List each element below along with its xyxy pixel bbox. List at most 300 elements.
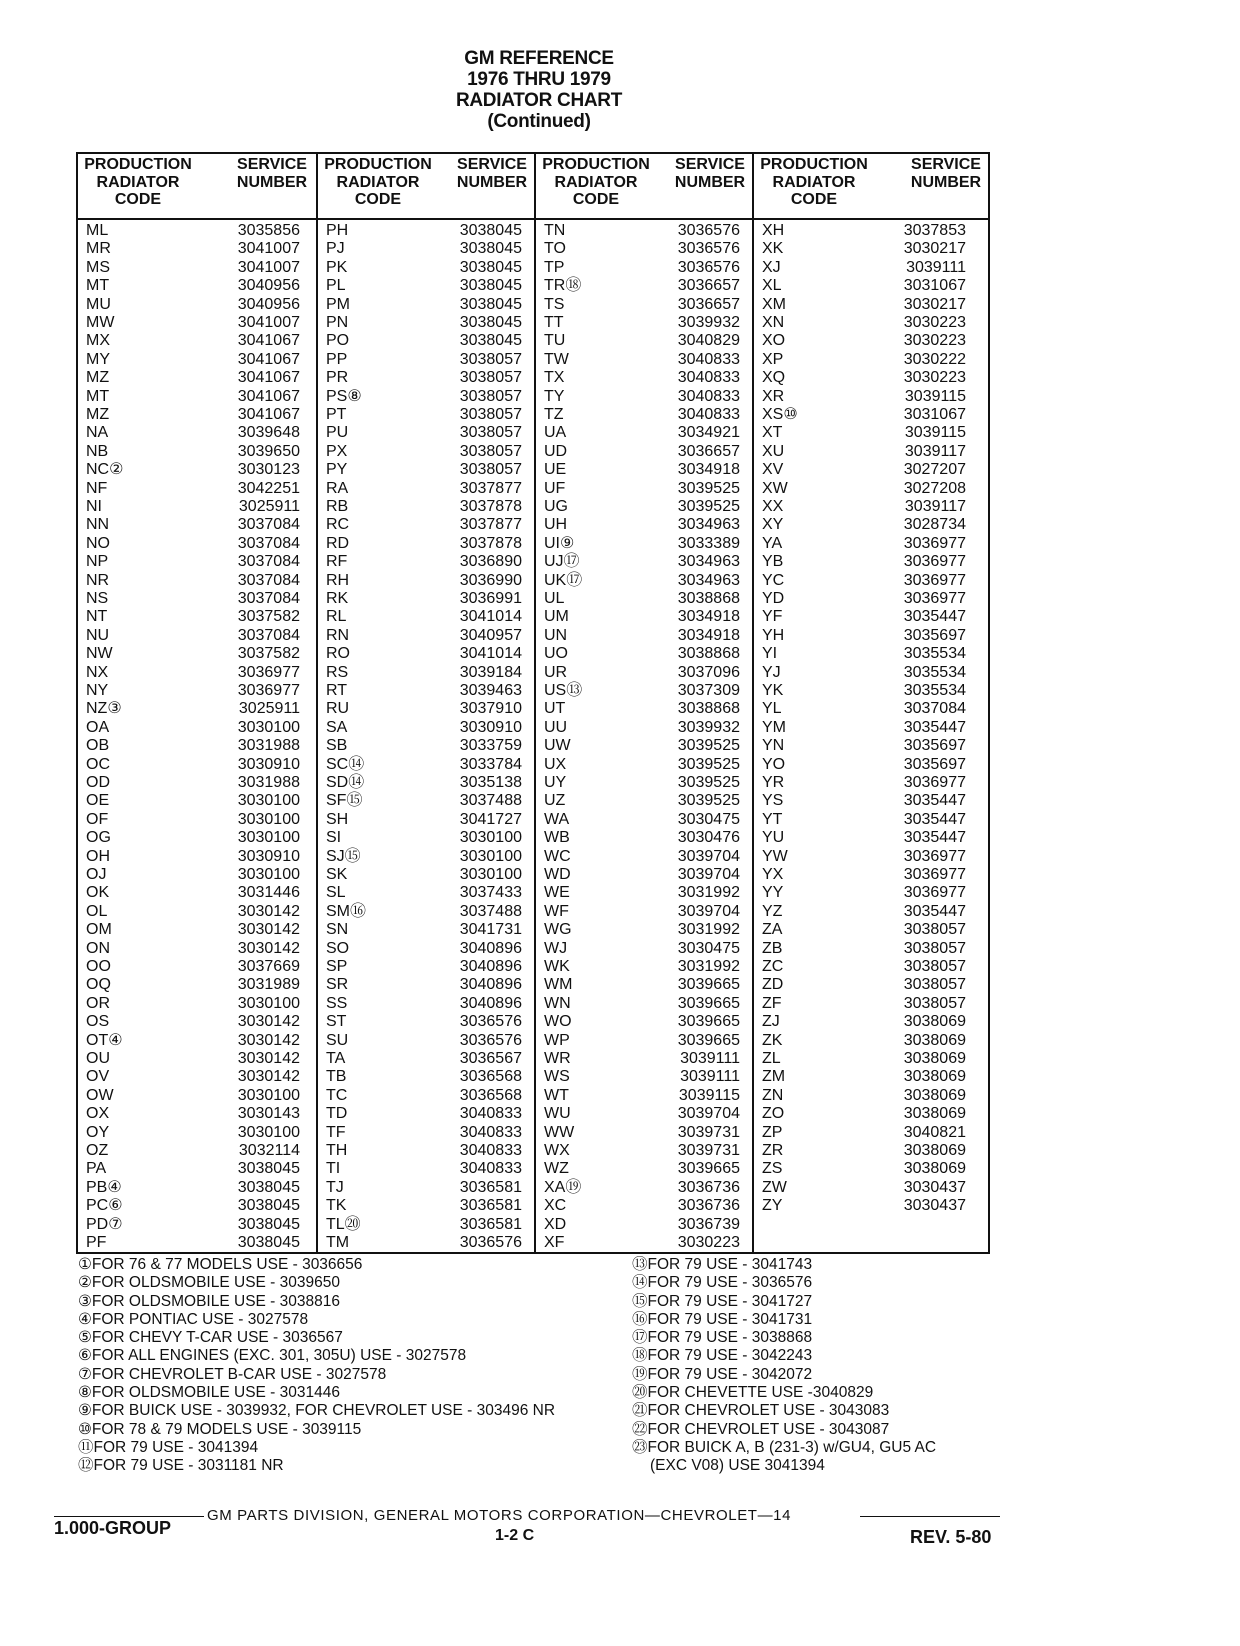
radiator-code: TX — [544, 369, 565, 387]
table-column-block — [78, 154, 316, 1252]
header-code-label — [82, 156, 194, 209]
radiator-code: OM — [86, 921, 112, 939]
table-row — [78, 516, 316, 534]
service-number: 3038045 — [237, 1197, 300, 1215]
service-number: 3036576 — [459, 1031, 522, 1049]
service-number: 3038045 — [237, 1178, 300, 1196]
radiator-code: SC⑭ — [326, 755, 365, 773]
table-row — [754, 351, 990, 369]
service-number: 3031992 — [677, 884, 740, 902]
radiator-code: YH — [762, 626, 785, 644]
radiator-code: ZJ — [762, 1013, 780, 1031]
footnote: ⑯FOR 79 USE - 3041731 — [632, 1310, 813, 1328]
service-number: 3038045 — [459, 295, 522, 313]
radiator-code: OQ — [86, 976, 111, 994]
service-number: 3030437 — [903, 1178, 966, 1196]
table-row — [536, 222, 754, 240]
table-row — [754, 627, 990, 645]
service-number: 3036977 — [903, 571, 966, 589]
service-number: 3039184 — [459, 663, 522, 681]
service-number: 3025911 — [238, 700, 300, 718]
table-row — [754, 516, 990, 534]
table-row — [318, 774, 536, 792]
radiator-code: WG — [544, 921, 572, 939]
title-line: GM REFERENCE — [464, 48, 614, 69]
table-row — [754, 756, 990, 774]
table-row — [536, 388, 754, 406]
table-row — [754, 332, 990, 350]
table-row — [754, 1050, 990, 1068]
radiator-code: OL — [86, 902, 108, 920]
radiator-code: OT④ — [86, 1031, 123, 1049]
table-row — [536, 921, 754, 939]
service-number: 3030100 — [237, 792, 300, 810]
service-number: 3036977 — [903, 553, 966, 571]
footnote: ⑩FOR 78 & 79 MODELS USE - 3039115 — [78, 1420, 362, 1438]
table-row — [754, 553, 990, 571]
radiator-code: MY — [86, 350, 110, 368]
table-row — [78, 829, 316, 847]
table-row — [754, 1032, 990, 1050]
radiator-code: OF — [86, 810, 109, 828]
table-row — [318, 958, 536, 976]
service-number: 3037084 — [903, 700, 966, 718]
service-number: 3030142 — [237, 1050, 300, 1067]
table-row — [318, 682, 536, 700]
radiator-code: YK — [762, 682, 784, 699]
service-number: 3038057 — [903, 958, 966, 975]
table-row — [78, 424, 316, 442]
radiator-code: ZS — [762, 1160, 783, 1178]
table-row — [754, 222, 990, 240]
table-row — [78, 737, 316, 755]
table-row — [536, 700, 754, 718]
radiator-code: XJ — [762, 258, 781, 276]
radiator-code: RA — [326, 479, 349, 497]
radiator-chart-table — [76, 152, 990, 1254]
footnote: ⑫FOR 79 USE - 3031181 NR — [78, 1457, 284, 1475]
table-row — [318, 903, 536, 921]
service-number: 3040821 — [903, 1123, 966, 1141]
radiator-code: ZA — [762, 921, 783, 939]
radiator-code: SB — [326, 737, 348, 755]
service-number: 3039111 — [906, 258, 966, 276]
table-row — [536, 1050, 754, 1068]
radiator-code: TP — [544, 258, 565, 276]
radiator-code: UM — [544, 608, 569, 626]
service-number: 3038069 — [903, 1050, 966, 1067]
table-row — [318, 1142, 536, 1160]
radiator-code: NT — [86, 608, 108, 626]
service-number: 3033784 — [459, 755, 522, 773]
service-number: 3041731 — [459, 921, 522, 939]
table-row — [318, 792, 536, 810]
header-number-label — [668, 156, 752, 191]
service-number: 3039704 — [677, 866, 740, 883]
radiator-code: ZL — [762, 1050, 781, 1067]
table-row — [536, 645, 754, 663]
radiator-code: NW — [86, 645, 113, 663]
table-row — [78, 884, 316, 902]
radiator-code: NU — [86, 626, 110, 644]
footnote: ⑤FOR CHEVY T-CAR USE - 3036567 — [78, 1329, 343, 1347]
service-number: 3038069 — [903, 1013, 966, 1031]
header-text: NUMBER — [236, 173, 308, 191]
service-number: 3030217 — [903, 295, 966, 313]
table-row — [754, 259, 990, 277]
table-row — [754, 958, 990, 976]
radiator-code: UD — [544, 442, 568, 460]
service-number: 3030437 — [903, 1197, 966, 1215]
footnote: ㉒FOR CHEVROLET USE - 3043087 — [632, 1420, 890, 1438]
bottom-rule-right — [860, 1516, 1000, 1517]
radiator-code: OR — [86, 994, 110, 1012]
radiator-code: XW — [762, 479, 788, 497]
service-number: 3039731 — [677, 1142, 740, 1159]
table-row — [318, 369, 536, 387]
radiator-code: XS⑩ — [762, 406, 798, 423]
service-number: 3036567 — [459, 1050, 522, 1067]
table-row — [78, 1124, 316, 1142]
table-row — [536, 608, 754, 626]
radiator-code: WP — [544, 1031, 570, 1049]
service-number: 3039115 — [904, 387, 966, 405]
table-row — [536, 1179, 754, 1197]
service-number: 3038868 — [677, 645, 740, 663]
table-row — [536, 1013, 754, 1031]
radiator-code: TS — [544, 295, 565, 313]
radiator-code: ZO — [762, 1105, 785, 1123]
service-number: 3036576 — [677, 258, 740, 276]
radiator-code: ZB — [762, 939, 783, 957]
service-number: 3030100 — [459, 829, 522, 847]
footnote: ⑧FOR OLDSMOBILE USE - 3031446 — [78, 1384, 340, 1402]
service-number: 3035697 — [903, 737, 966, 755]
table-row — [536, 1216, 754, 1234]
table-row — [318, 608, 536, 626]
radiator-code: MR — [86, 240, 111, 258]
service-number: 3038045 — [237, 1215, 300, 1233]
radiator-code: OJ — [86, 866, 107, 883]
table-row — [318, 314, 536, 332]
table-row — [318, 461, 536, 479]
radiator-code: XX — [762, 498, 784, 515]
radiator-code: PR — [326, 369, 349, 387]
radiator-code: WC — [544, 847, 571, 865]
service-number: 3031989 — [237, 976, 300, 994]
radiator-code: OE — [86, 792, 110, 810]
table-row — [318, 424, 536, 442]
table-row — [754, 1087, 990, 1105]
table-row — [536, 1142, 754, 1160]
service-number: 3030142 — [237, 1031, 300, 1049]
table-row — [536, 480, 754, 498]
table-row — [536, 535, 754, 553]
footnote: ④FOR PONTIAC USE - 3027578 — [78, 1310, 309, 1328]
header-text: CODE — [114, 191, 162, 208]
radiator-code: SF⑮ — [326, 792, 363, 810]
radiator-code: WO — [544, 1013, 572, 1031]
table-row — [318, 535, 536, 553]
service-number: 3037084 — [237, 553, 300, 571]
radiator-code: TR⑱ — [544, 277, 582, 295]
radiator-code: SL — [326, 884, 346, 902]
table-row — [318, 829, 536, 847]
radiator-code: PD⑦ — [86, 1215, 123, 1233]
table-row — [78, 1179, 316, 1197]
radiator-code: WE — [544, 884, 570, 902]
title-line: 1976 THRU 1979 — [467, 69, 611, 90]
table-row — [536, 995, 754, 1013]
service-number: 3040833 — [677, 387, 740, 405]
radiator-code: UH — [544, 516, 568, 534]
radiator-code: TZ — [544, 406, 564, 423]
table-row — [318, 590, 536, 608]
service-number: 3030475 — [677, 810, 740, 828]
table-row — [754, 700, 990, 718]
table-row — [78, 1087, 316, 1105]
service-number: 3030476 — [677, 829, 740, 847]
division-line: GM PARTS DIVISION, GENERAL MOTORS CORPORATION—CHEVROLET—14 — [207, 1507, 792, 1524]
radiator-code: PJ — [326, 240, 345, 258]
radiator-code: ZF — [762, 994, 782, 1012]
footnote: ⑰FOR 79 USE - 3038868 — [632, 1329, 813, 1347]
radiator-code: YU — [762, 829, 785, 847]
table-row — [318, 848, 536, 866]
table-row — [536, 829, 754, 847]
table-row — [318, 1124, 536, 1142]
table-row — [318, 756, 536, 774]
header-text: NUMBER — [456, 173, 528, 191]
service-number: 3036890 — [459, 553, 522, 571]
table-row — [78, 976, 316, 994]
radiator-code: UA — [544, 424, 567, 442]
table-row — [536, 351, 754, 369]
table-column-block — [316, 154, 536, 1252]
radiator-code: PU — [326, 424, 349, 442]
radiator-code: OD — [86, 774, 110, 791]
table-row — [754, 1197, 990, 1215]
table-row — [754, 1105, 990, 1123]
table-row — [754, 774, 990, 792]
service-number: 3036991 — [459, 590, 522, 607]
service-number: 3038057 — [903, 921, 966, 939]
radiator-code: PO — [326, 332, 350, 350]
service-number: 3030143 — [237, 1105, 300, 1123]
radiator-code: XK — [762, 240, 784, 258]
table-row — [754, 1013, 990, 1031]
service-number: 3040896 — [459, 939, 522, 957]
service-number: 3037878 — [459, 534, 522, 552]
radiator-code: OV — [86, 1068, 110, 1086]
service-number: 3036568 — [459, 1068, 522, 1086]
radiator-code: XH — [762, 222, 785, 239]
radiator-code: OY — [86, 1123, 110, 1141]
service-number: 3040833 — [677, 369, 740, 387]
radiator-code: OA — [86, 718, 110, 736]
table-row — [754, 811, 990, 829]
table-row — [754, 240, 990, 258]
radiator-code: XQ — [762, 369, 786, 387]
service-number: 3039665 — [677, 1013, 740, 1031]
table-row — [78, 535, 316, 553]
radiator-code: OK — [86, 884, 110, 902]
table-row — [754, 1142, 990, 1160]
service-number: 3037488 — [459, 902, 522, 920]
table-row — [754, 792, 990, 810]
radiator-code: SA — [326, 718, 348, 736]
radiator-code: XU — [762, 442, 785, 460]
radiator-code: ZR — [762, 1142, 784, 1159]
table-row — [754, 1124, 990, 1142]
service-number: 3036657 — [677, 442, 740, 460]
service-number: 3036977 — [903, 866, 966, 883]
radiator-code: UF — [544, 479, 566, 497]
service-number: 3041014 — [459, 645, 522, 663]
radiator-code: ZN — [762, 1086, 784, 1104]
header-code-label — [322, 156, 434, 209]
radiator-code: UT — [544, 700, 566, 718]
service-number: 3037877 — [459, 516, 522, 534]
table-row — [318, 1032, 536, 1050]
radiator-code: TN — [544, 222, 566, 239]
radiator-code: ZM — [762, 1068, 786, 1086]
table-row — [78, 1197, 316, 1215]
table-row — [754, 424, 990, 442]
service-number: 3038057 — [459, 369, 522, 387]
table-row — [318, 1105, 536, 1123]
header-text: SERVICE — [457, 156, 527, 173]
radiator-code: WM — [544, 976, 573, 994]
radiator-code: US⑬ — [544, 682, 583, 699]
table-row — [754, 921, 990, 939]
header-text: PRODUCTION — [760, 156, 868, 173]
service-number: 3030223 — [903, 314, 966, 331]
header-text: RADIATOR — [96, 173, 180, 191]
table-row — [318, 700, 536, 718]
radiator-code: NP — [86, 553, 109, 571]
table-row — [78, 351, 316, 369]
radiator-code: MT — [86, 387, 110, 405]
service-number: 3040896 — [459, 994, 522, 1012]
table-row — [318, 1179, 536, 1197]
radiator-code: PL — [326, 277, 346, 295]
table-row — [318, 222, 536, 240]
service-number: 3037084 — [237, 516, 300, 534]
service-number: 3037084 — [237, 626, 300, 644]
radiator-code: UU — [544, 718, 568, 736]
table-row — [78, 682, 316, 700]
radiator-code: PS⑧ — [326, 387, 362, 405]
radiator-code: TL⑳ — [326, 1215, 361, 1233]
footnote: ⑥FOR ALL ENGINES (EXC. 301, 305U) USE - 3027578 — [78, 1347, 467, 1365]
radiator-code: WW — [544, 1123, 575, 1141]
radiator-code: OW — [86, 1086, 114, 1104]
radiator-code: PB④ — [86, 1178, 122, 1196]
service-number: 3039665 — [677, 1160, 740, 1178]
table-row — [536, 664, 754, 682]
radiator-code: YL — [762, 700, 782, 718]
service-number: 3037096 — [677, 663, 740, 681]
header-text: SERVICE — [675, 156, 745, 173]
table-row — [78, 1013, 316, 1031]
service-number: 3040833 — [459, 1123, 522, 1141]
table-row — [78, 1234, 316, 1252]
service-number: 3038057 — [459, 387, 522, 405]
radiator-code: PY — [326, 461, 348, 479]
table-row — [78, 811, 316, 829]
service-number: 3040833 — [677, 406, 740, 423]
table-row — [536, 958, 754, 976]
radiator-code: WK — [544, 958, 570, 975]
table-row — [78, 774, 316, 792]
radiator-code: SM⑯ — [326, 902, 367, 920]
service-number: 3038045 — [237, 1160, 300, 1178]
table-row — [318, 277, 536, 295]
footnote: ⑮FOR 79 USE - 3041727 — [632, 1292, 813, 1310]
radiator-code: XA⑲ — [544, 1178, 582, 1196]
table-row — [318, 296, 536, 314]
radiator-code: ON — [86, 939, 110, 957]
table-row — [754, 461, 990, 479]
service-number: 3030475 — [677, 939, 740, 957]
service-number: 3033389 — [677, 534, 740, 552]
radiator-code: XP — [762, 350, 784, 368]
group-label: 1.000-GROUP — [54, 1518, 172, 1538]
radiator-code: OU — [86, 1050, 110, 1067]
radiator-code: OX — [86, 1105, 110, 1123]
radiator-code: ZP — [762, 1123, 783, 1141]
service-number: 3034918 — [677, 626, 740, 644]
table-row — [78, 296, 316, 314]
radiator-code: WD — [544, 866, 571, 883]
service-number: 3037084 — [237, 571, 300, 589]
table-row — [536, 1032, 754, 1050]
radiator-code: NI — [86, 498, 102, 515]
footnote: ①FOR 76 & 77 MODELS USE - 3036656 — [78, 1256, 363, 1273]
radiator-code: MW — [86, 314, 115, 331]
table-column-block — [752, 154, 990, 1252]
radiator-code: WZ — [544, 1160, 569, 1178]
service-number: 3038069 — [903, 1142, 966, 1159]
header-text: NUMBER — [910, 173, 982, 191]
radiator-code: UW — [544, 737, 571, 755]
table-row — [754, 406, 990, 424]
table-row — [754, 369, 990, 387]
table-row — [536, 516, 754, 534]
radiator-code: TF — [326, 1123, 346, 1141]
table-row — [536, 461, 754, 479]
table-row — [754, 903, 990, 921]
service-number: 3038069 — [903, 1068, 966, 1086]
service-number: 3030100 — [237, 1123, 300, 1141]
service-number: 3039525 — [677, 774, 740, 791]
service-number: 3038069 — [903, 1160, 966, 1178]
service-number: 3038045 — [459, 277, 522, 295]
header-text: RADIATOR — [554, 173, 638, 191]
service-number: 3037433 — [459, 884, 522, 902]
service-number: 3039525 — [677, 792, 740, 810]
table-row — [536, 811, 754, 829]
service-number: 3030223 — [677, 1234, 740, 1251]
service-number: 3032114 — [238, 1142, 300, 1159]
table-row — [754, 719, 990, 737]
table-row — [754, 940, 990, 958]
table-row — [318, 351, 536, 369]
service-number: 3037084 — [237, 534, 300, 552]
service-number: 3039665 — [677, 976, 740, 994]
service-number: 3039704 — [677, 1105, 740, 1123]
